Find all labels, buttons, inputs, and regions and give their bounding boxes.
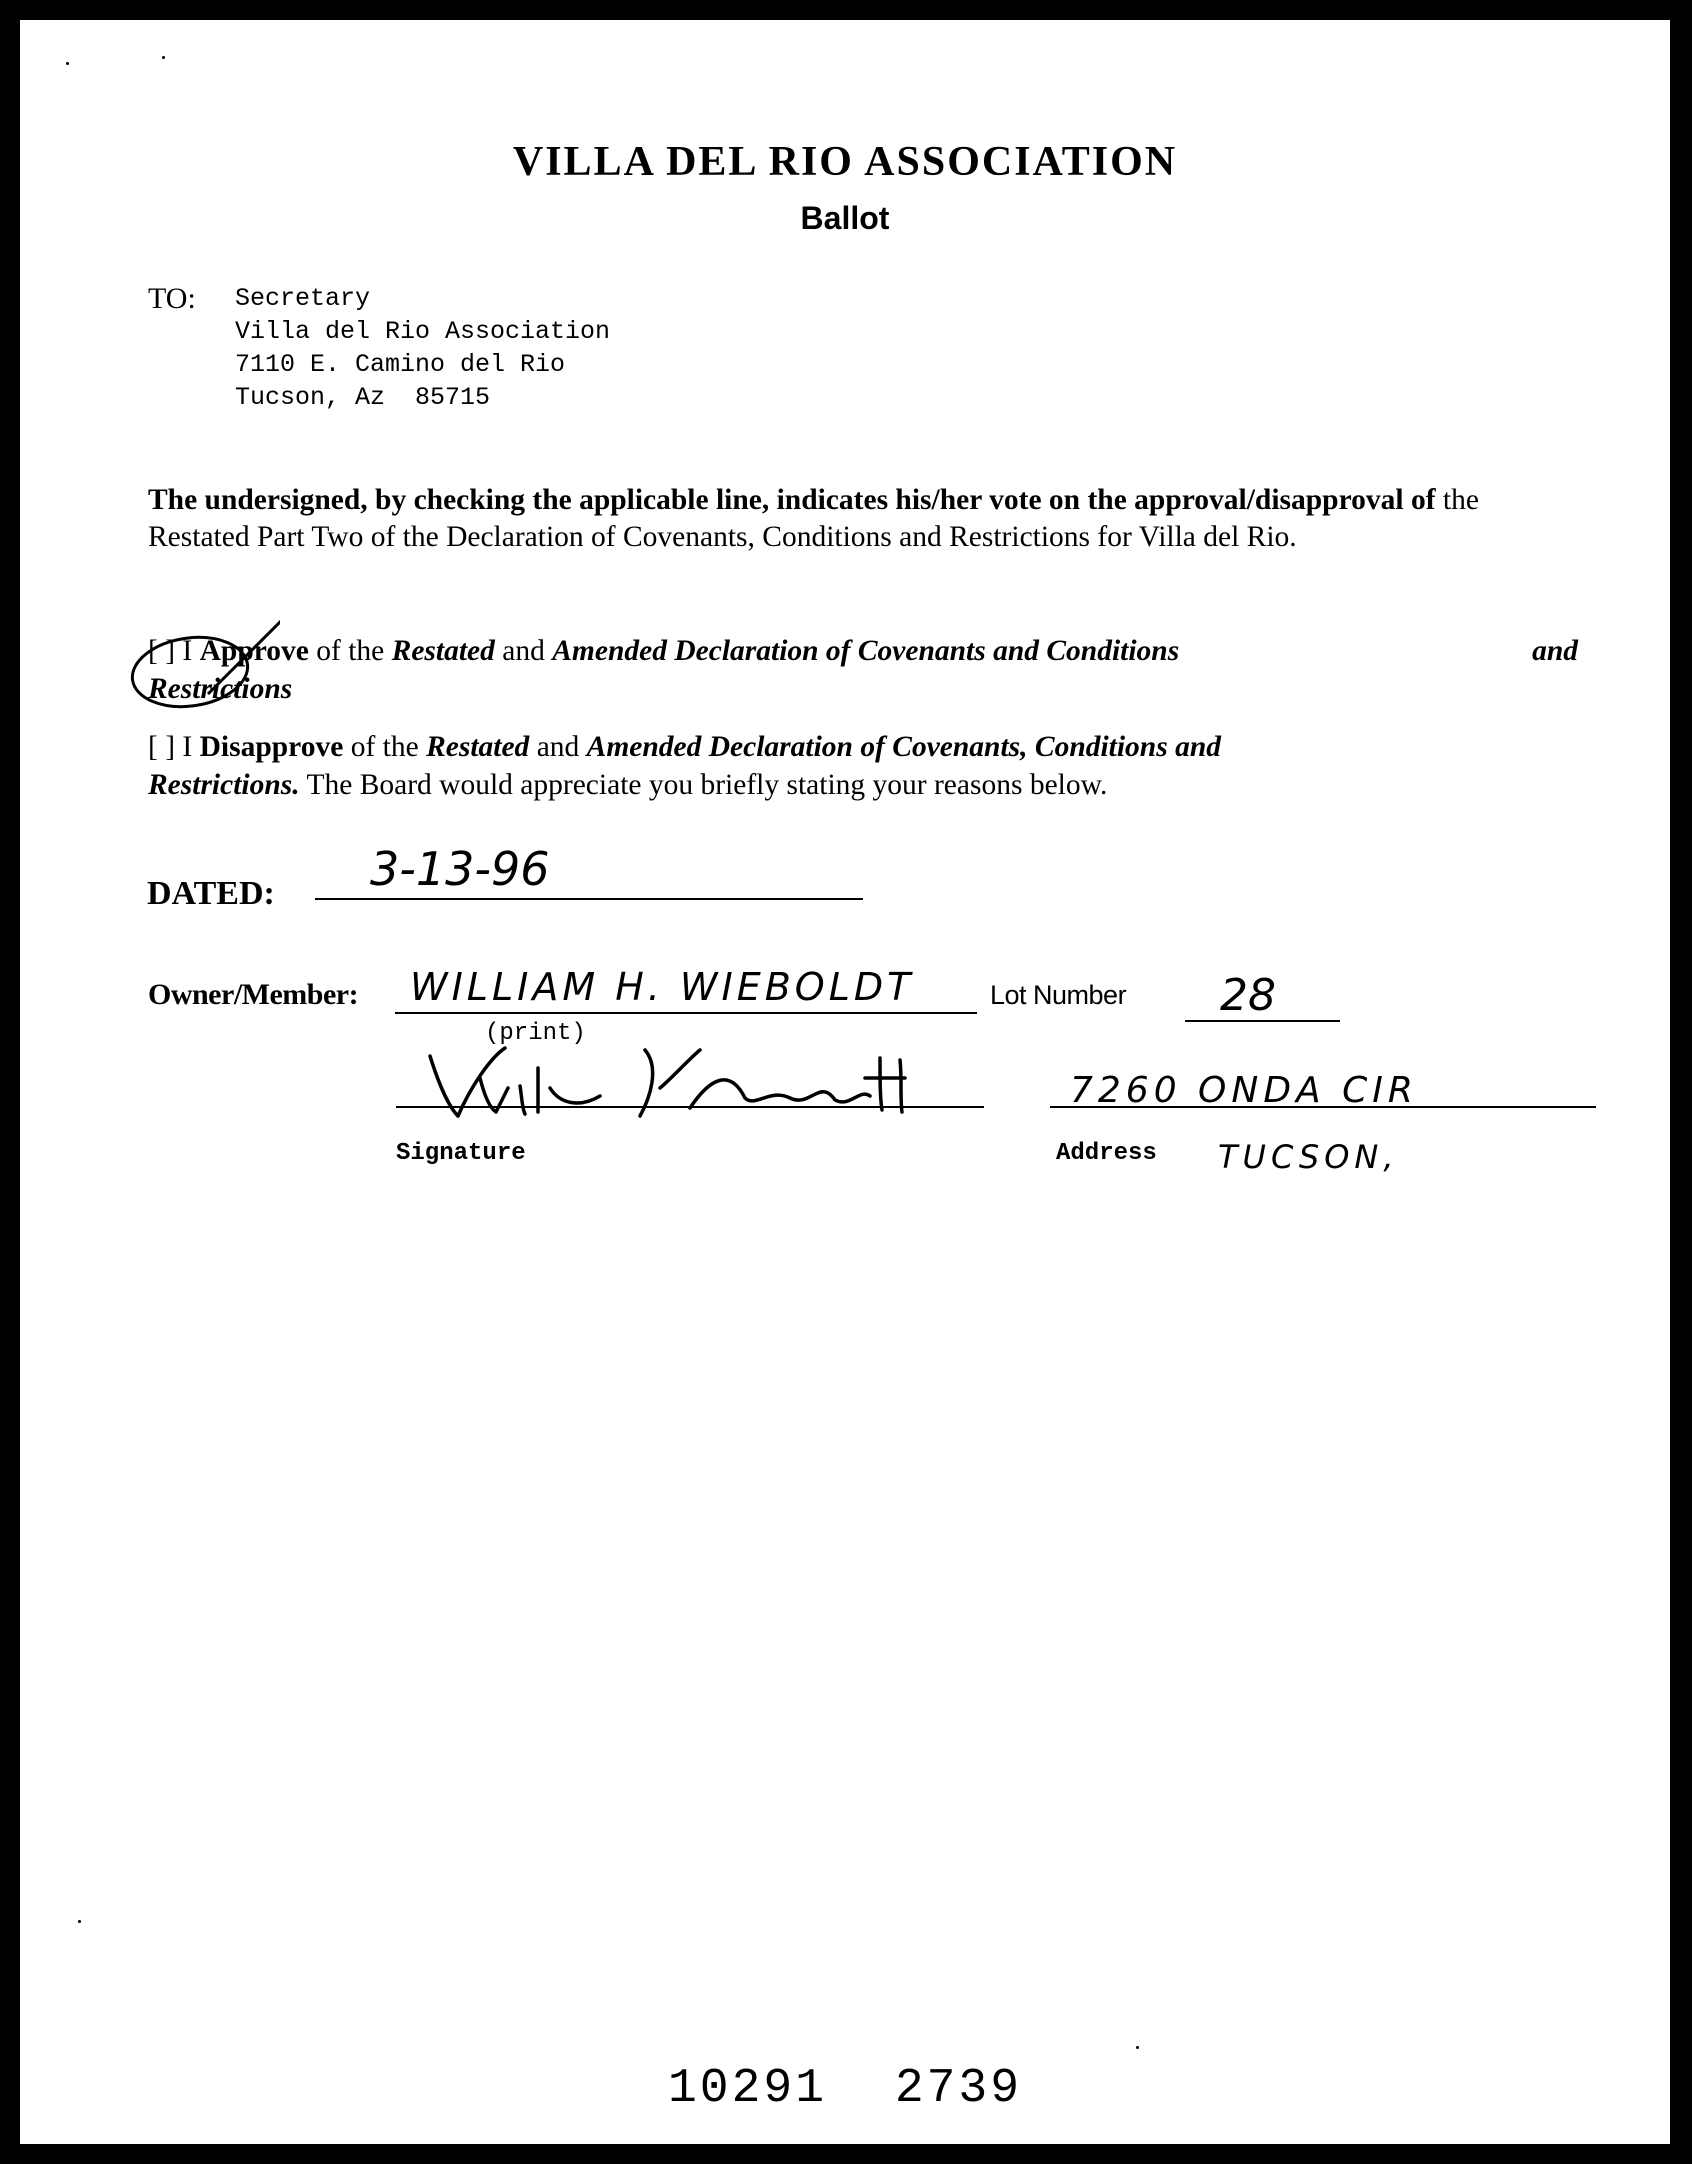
approve-restated: Restated xyxy=(391,635,495,667)
document-number-a: 10291 xyxy=(667,2062,827,2116)
document-title: VILLA DEL RIO ASSOCIATION xyxy=(512,139,1178,185)
address-label: Address xyxy=(1056,1140,1157,1167)
disapprove-note: The Board would appreciate you briefly stating your reasons below. xyxy=(306,769,1108,801)
approve-verb: Approve xyxy=(199,635,309,667)
document-subtitle: Ballot xyxy=(800,200,890,236)
recipient-line: 7110 E. Camino del Rio xyxy=(235,350,566,379)
dated-underline xyxy=(315,898,863,900)
scan-speck xyxy=(162,56,165,59)
address-line2[interactable]: TUCSON, xyxy=(1218,1138,1399,1176)
ballot-page xyxy=(20,20,1670,2144)
disapprove-checkbox[interactable]: [ ] I xyxy=(148,731,193,763)
scan-speck xyxy=(1136,2046,1139,2049)
option-approve[interactable] xyxy=(148,632,1578,708)
owner-underline xyxy=(395,1012,977,1014)
disapprove-verb: Disapprove xyxy=(199,731,344,763)
approve-and2: and xyxy=(1532,635,1578,667)
disapprove-and: and xyxy=(536,731,580,763)
scan-speck xyxy=(66,62,69,65)
signature-label: Signature xyxy=(396,1140,526,1167)
dated-value[interactable]: 3-13-96 xyxy=(370,842,550,896)
recipient-line: Secretary xyxy=(235,284,371,313)
disapprove-amended: Amended Declaration of Covenants, Conditions and xyxy=(586,731,1221,763)
option-disapprove[interactable] xyxy=(148,728,1578,804)
to-label: TO: xyxy=(148,282,196,315)
disapprove-restated: Restated xyxy=(426,731,530,763)
dated-label: DATED: xyxy=(147,875,275,912)
address-line1[interactable]: 7260 ONDA CIR xyxy=(1070,1070,1418,1111)
owner-value[interactable]: WILLIAM H. WIEBOLDT xyxy=(410,965,915,1009)
document-number-b: 2739 xyxy=(894,2062,1023,2116)
document-number xyxy=(20,2062,1670,2116)
intro-bold: The undersigned, by checking the applicable line, indicates his/her vote on the approval/disapproval of xyxy=(148,484,1436,516)
approve-amended: Amended Declaration of Covenants and Conditions xyxy=(552,635,1180,667)
intro-regular: the Restated Part Two of the Declaration of Covenants, Conditions and Restrictions for Villa del Rio. xyxy=(148,484,1479,553)
signature-scribble xyxy=(410,1038,930,1128)
recipient-line: Tucson, Az 85715 xyxy=(235,383,491,412)
recipient-line: Villa del Rio Association xyxy=(235,317,611,346)
owner-label: Owner/Member: xyxy=(148,978,359,1011)
approve-checkbox[interactable]: [ ] I xyxy=(148,635,193,667)
approve-restrictions: Restrictions xyxy=(148,673,293,705)
print-label: (print) xyxy=(485,1020,586,1047)
lot-number-value[interactable]: 28 xyxy=(1220,970,1276,1021)
recipient-address xyxy=(235,282,610,414)
signature-underline xyxy=(396,1106,984,1108)
scan-speck xyxy=(78,1920,81,1923)
lot-number-label: Lot Number xyxy=(990,980,1127,1010)
approve-of-the: of the xyxy=(316,635,385,667)
intro-paragraph xyxy=(148,482,1578,556)
disapprove-of-the: of the xyxy=(350,731,419,763)
disapprove-restrictions: Restrictions. xyxy=(148,769,300,801)
approve-and: and xyxy=(502,635,545,667)
